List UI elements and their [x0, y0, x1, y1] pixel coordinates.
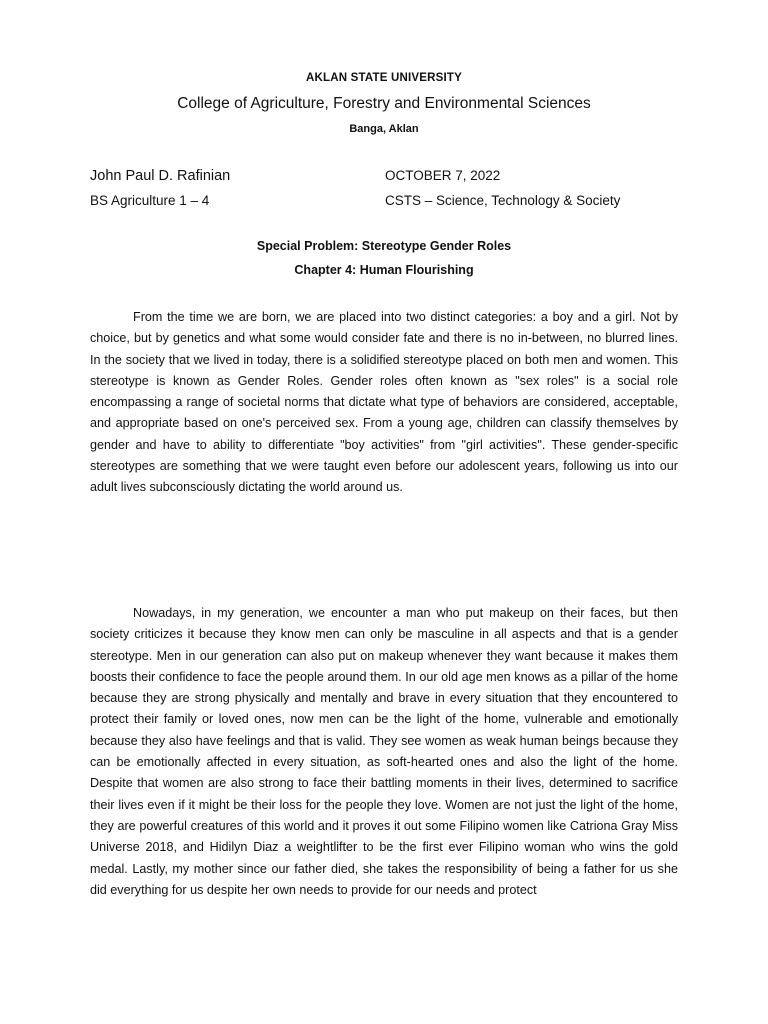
course-name: CSTS – Science, Technology & Society — [385, 193, 621, 208]
body-paragraph-1: From the time we are born, we are placed into two distinct categories: a boy and a girl. Not by choice, but by genetics and what some would consider fate and there is no in-between, no blurred lines. In the society that we lived in today, there is a solidified stereotype placed on both men and women. This stereotype is known as Gender Roles. Gender roles often known as "sex roles" is a social role encompassing a range of societal norms that dictate what type of behaviors are considered, acceptable, and appropriate based on one's perceived sex. From a young age, children can classify themselves by gender and have to ability to differentiate "boy activities" from "girl activities". These gender-specific stereotypes are something that we were taught even before our adolescent years, following us into our adult lives subconsciously dictating the world around us. — [90, 310, 678, 495]
student-name: John Paul D. Rafinian — [90, 168, 231, 184]
university-name: AKLAN STATE UNIVERSITY — [305, 72, 463, 84]
program-section: BS Agriculture 1 – 4 — [90, 193, 210, 208]
body-paragraph-2: Nowadays, in my generation, we encounter a man who put makeup on their faces, but then society criticizes it because they know men can only be masculine in all aspects and that is a gender stereotype. Men in our generation can also put on makeup whenever they want because it makes them boosts their confidence to face the people around them. In our old age men knows as a pillar of the home because they are strong physically and mentally and brave in every situation that they encountered to protect their family or loved ones, now men can be the light of the home, vulnerable and emotionally because they also have feelings and that is valid. They see women as weak human beings because they can be emotionally affected in every situation, as soft-hearted ones and also the light of the home. Despite that women are also strong to face their battling moments in their lives, determined to sacrifice their lives even if it might be their loss for the people they love. Women are not just the light of the home, they are powerful creatures of this world and it proves it out some Filipino women like Catriona Gray Miss Universe 2018, and Hidilyn Diaz a weightlifter to be the first ever Filipino woman who wins the gold medal. Lastly, my mother since our father died, she takes the responsibility of being a father for us she did everything for us despite her own needs to provide for our needs and protect — [90, 606, 678, 897]
location: Banga, Aklan — [349, 123, 419, 135]
chapter-title: Chapter 4: Human Flourishing — [294, 263, 474, 277]
special-problem-title: Special Problem: Stereotype Gender Roles — [256, 239, 512, 253]
college-name: College of Agriculture, Forestry and Environmental Sciences — [177, 95, 591, 112]
submission-date: OCTOBER 7, 2022 — [385, 168, 501, 183]
